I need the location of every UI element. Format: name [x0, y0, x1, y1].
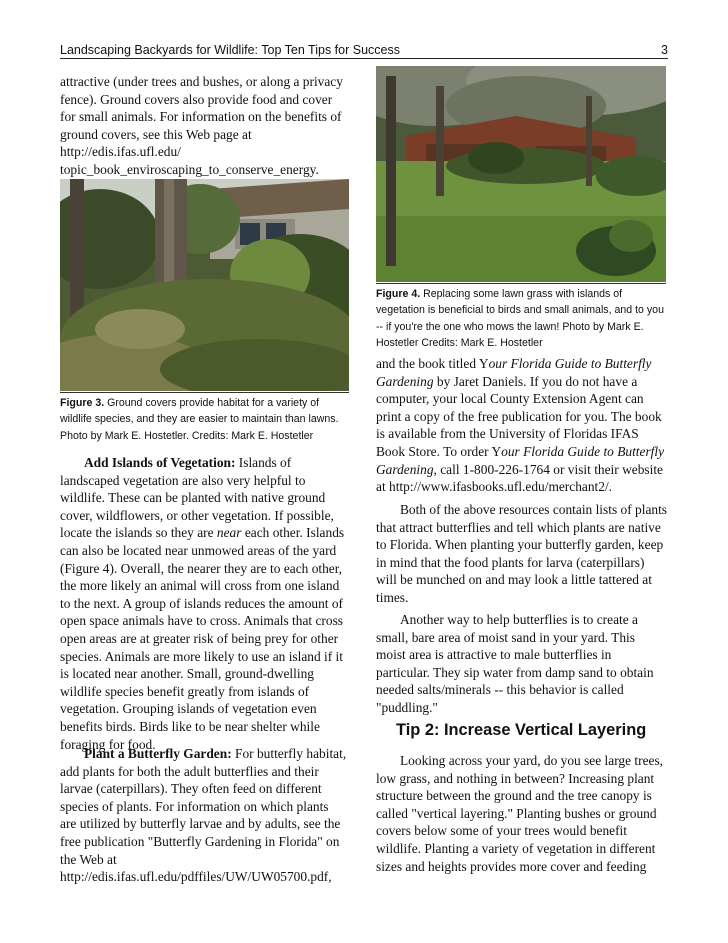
figure-4-rule — [376, 283, 666, 284]
butterfly-paragraph — [60, 745, 348, 886]
figure-4-caption — [376, 286, 668, 352]
figure-3-label: Figure 3. — [60, 397, 105, 409]
figure-3-caption-text: Ground covers provide habitat for a variety of wildlife species, and they are easier to maintain than lawns. Photo by Mark E. Hostetler. Credits: Mark E. Hostetler — [60, 397, 339, 442]
butterfly-text: For butterfly habitat, add plants for both the adult butterflies and their larvae (caterpillars). They often feed on different species of plants. For information on which plants are utilized by butterfly larvae and by adults, see the free publication "Butterfly Gardening in Florida" on the Web at http://edis.ifas.ufl.edu/pdffiles/UW/UW05700.pdf, — [60, 746, 347, 885]
puddling-paragraph — [376, 611, 668, 717]
islands-heading: Add Islands of Vegetation: — [84, 455, 236, 470]
figure-3-photo — [60, 179, 349, 391]
islands-text-2: each other. Islands can also be located near unmowed areas of the yard (Figure 4). Overall, the nearer they are to each other, the more likely an animal will cross from one island to the next. A group of islands reduces the amount of open space animals have to cross. Animals that cross open areas are at greater risk of being prey for other species. Animals are more likely to use an island if it is located near another. Small, ground-dwelling wildlife species benefit greatly from islands of vegetation. Grouping islands of vegetation even benefits birds. Birds like to be near shelter while foraging for food. — [60, 525, 345, 752]
book-text-2: by Jaret Daniels. If you do not have a computer, your local County Extension Agent can print a copy of the free publication for you. The book is available from the University of Floridas IFAS Book Store. To order Y — [376, 373, 662, 459]
figure-4-label: Figure 4. — [376, 288, 421, 300]
book-title-1: our Florida Guide to Butterfly Gardening — [376, 356, 652, 389]
islands-text-1: Islands of landscaped vegetation are also very helpful to wildlife. These can be planted with native ground cover, wildflowers, or other vegetation. If possible, locate the islands so they are — [60, 455, 334, 541]
book-text-3: , call 1-800-226-1764 or visit their website at http://www.ifasbooks.ufl.edu/merchant2/. — [376, 461, 663, 495]
resources-paragraph — [376, 501, 668, 607]
intro-paragraph — [60, 73, 348, 179]
figure-4-photo — [376, 66, 666, 282]
lawn-islands-photo-image — [376, 66, 666, 282]
resources-text: Both of the above resources contain lists of plants that attract butterflies and tell which plants are native to Florida. When planting your butterfly garden, keep in mind that the food plants for larva (caterpillars) will be munched on and may look a little tattered at times. — [376, 502, 668, 605]
figure-4-caption-text: Replacing some lawn grass with islands of vegetation is beneficial to birds and small animals, and to you -- if you're the one who mows the lawn! Photo by Mark E. Hostetler Credits: Mark E. Hostetler — [376, 288, 664, 350]
page-header — [60, 36, 668, 59]
butterfly-heading: Plant a Butterfly Garden: — [84, 746, 232, 761]
islands-paragraph — [60, 454, 348, 753]
book-text-1: and the book titled Y — [376, 356, 489, 371]
figure-3-caption — [60, 395, 352, 444]
ground-cover-photo-image — [60, 179, 349, 391]
puddling-text: Another way to help butterflies is to create a small, bare area of moist sand in your yard. This moist area is attractive to male butterflies in particular. They sip water from damp sand to obtain needed salts/minerals -- this behavior is called "puddling." — [376, 612, 654, 715]
intro-text: attractive (under trees and bushes, or along a privacy fence). Ground covers also provide food and cover for small animals. For information on the benefits of ground covers, see this Web page at http://edis.ifas.ufl.edu/ topic_book_enviroscaping_to_conserve_energy. — [60, 74, 343, 177]
islands-emphasis: near — [216, 525, 242, 541]
figure-3-rule — [60, 392, 349, 393]
tip-2-heading: Tip 2: Increase Vertical Layering — [396, 721, 647, 739]
running-title: Landscaping Backyards for Wildlife: Top Ten Tips for Success — [60, 43, 400, 57]
vertical-layering-paragraph — [376, 752, 668, 875]
vertical-layering-text: Looking across your yard, do you see large trees, low grass, and nothing in between? Increasing plant structure between the ground and the tree canopy is called "vertical layering." Planting bushes or ground covers below some of your trees would benefit wildlife. Planting a variety of vegetation in different sizes and heights provides more cover and feeding — [376, 753, 664, 874]
book-paragraph — [376, 355, 668, 496]
page-number: 3 — [661, 43, 668, 57]
book-title-2: our Florida Guide to Butterfly Gardening — [376, 443, 665, 477]
